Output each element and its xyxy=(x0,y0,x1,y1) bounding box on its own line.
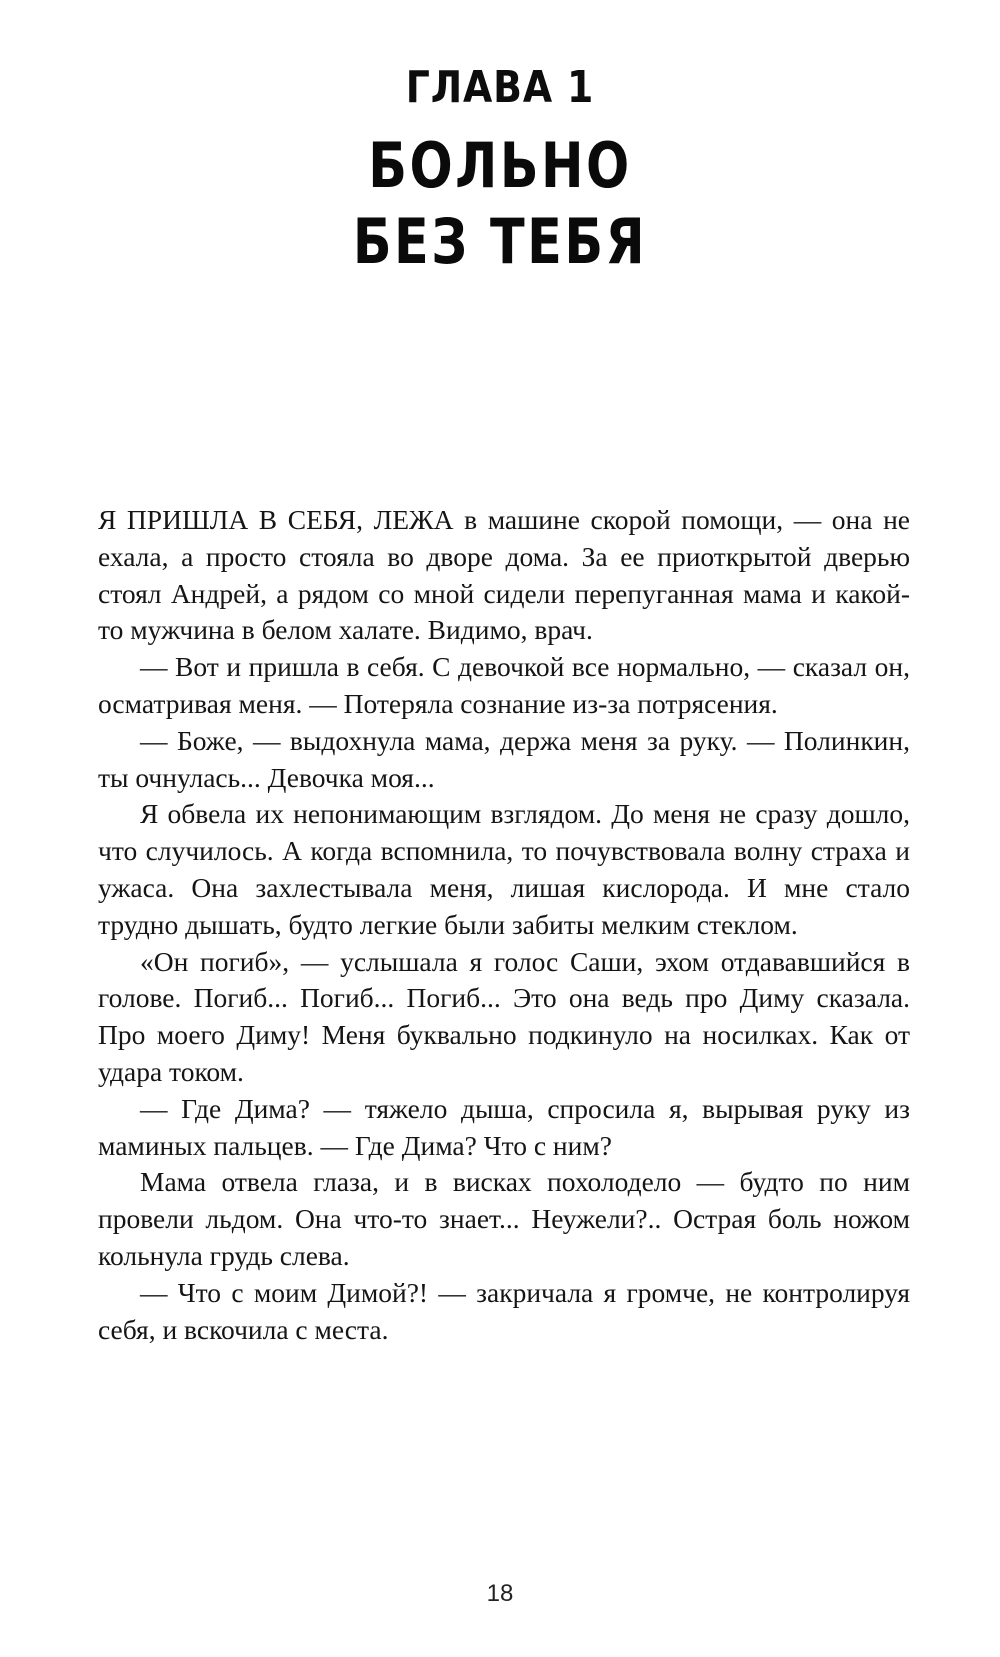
paragraph: — Боже, — выдохнула мама, держа меня за руку. — Полинкин, ты очнулась... Девочка моя... xyxy=(98,724,910,793)
paragraph: Мама отвела глаза, и в висках похолодело — будто по ним провели льдом. Она что-то знает... Неужели?.. Острая боль ножом кольнула грудь слева. xyxy=(98,1166,910,1271)
chapter-title xyxy=(90,128,910,280)
chapter-label: ГЛАВА 1 xyxy=(405,62,595,113)
body-text xyxy=(98,502,910,1348)
paragraph: Я ПРИШЛА В СЕБЯ, ЛЕЖА в машине скорой помощи, — она не ехала, а просто стояла во дворе дома. За ее приоткрытой дверью стоял Андрей, а рядом со мной сидели перепуганная мама и какой-то мужчина в белом халате. Видимо, врач. xyxy=(98,504,910,646)
paragraph: «Он погиб», — услышала я голос Саши, эхом отдававшийся в голове. Погиб... Погиб... Погиб... Это она ведь про Диму сказала. Про моего Диму! Меня буквально подкинуло на носилках. Как от удара током. xyxy=(98,945,910,1087)
paragraph: — Где Дима? — тяжело дыша, спросила я, вырывая руку из маминых пальцев. — Где Дима? Что с ним? xyxy=(98,1092,910,1161)
chapter-title-line-1: БОЛЬНО xyxy=(368,129,632,202)
paragraph: — Что с моим Димой?! — закричала я громче, не контролируя себя, и вскочила с места. xyxy=(98,1276,910,1345)
paragraph: Я обвела их непонимающим взглядом. До меня не сразу дошло, что случилось. А когда вспомнила, то почувствовала волну страха и ужаса. Она захлестывала меня, лишая кислорода. И мне стало трудно дышать, будто легкие были забиты мелким стеклом. xyxy=(98,798,910,940)
chapter-title-line-2: БЕЗ ТЕБЯ xyxy=(352,205,648,278)
paragraph: — Вот и пришла в себя. С девочкой все нормально, — сказал он, осматривая меня. — Потеряла сознание из-за потрясения. xyxy=(98,651,910,719)
page-number: 18 xyxy=(486,1580,514,1607)
